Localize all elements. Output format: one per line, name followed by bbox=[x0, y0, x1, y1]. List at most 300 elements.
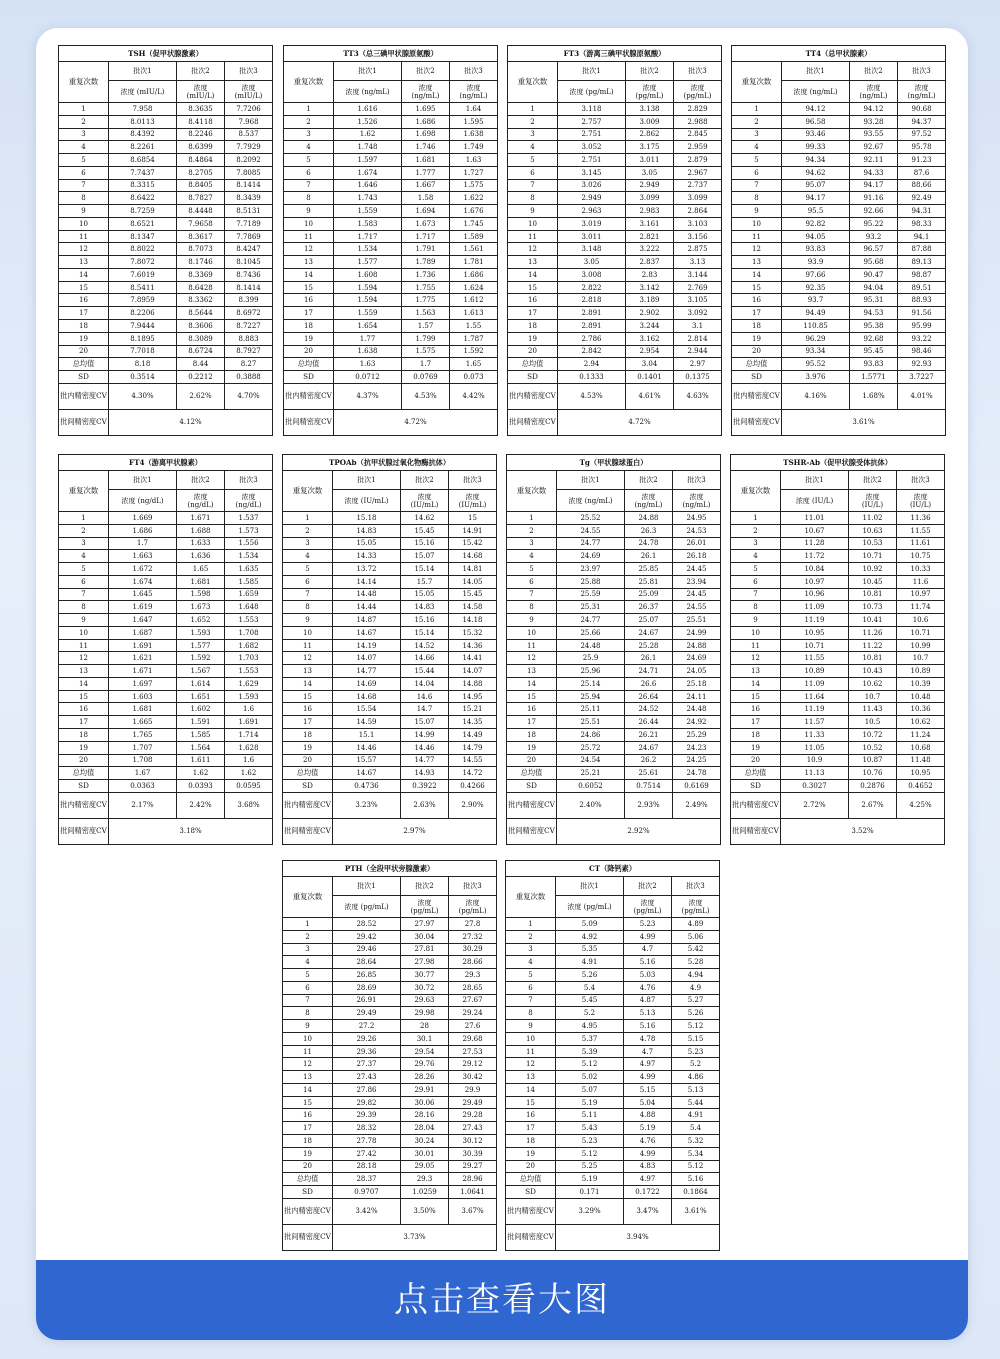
cell-value: 1.646 bbox=[357, 181, 378, 190]
table-row: 2 14.83 15.45 14.91 bbox=[283, 524, 497, 537]
mean-value: 1.67 bbox=[134, 769, 151, 778]
cell-value: 25.51 bbox=[686, 616, 707, 624]
cell-value: 25.18 bbox=[686, 679, 707, 688]
repeat-label: 重复次数 bbox=[293, 77, 324, 86]
cell-value: 10.81 bbox=[862, 654, 883, 663]
cell-value: 8.7259 bbox=[130, 207, 155, 215]
cell-value: 2.751 bbox=[581, 155, 602, 164]
cell-value: 88.66 bbox=[911, 181, 932, 190]
cell-value: 1.553 bbox=[238, 616, 259, 624]
table-row: 3 8.4392 8.2246 8.537 bbox=[59, 128, 273, 141]
cell-value: 3.052 bbox=[581, 143, 602, 152]
cell-value: 1.567 bbox=[190, 667, 211, 676]
unit-label: (pg/mL) bbox=[360, 902, 389, 911]
cell-value: 30.12 bbox=[462, 1136, 483, 1145]
cell-value: 14.33 bbox=[356, 552, 377, 561]
table-row: 11 24.48 25.28 24.88 bbox=[507, 639, 721, 652]
conc-label: 浓度 bbox=[241, 83, 256, 92]
cell-value: 1.585 bbox=[190, 730, 211, 739]
cell-value: 1.694 bbox=[415, 207, 436, 215]
cell-value: 90.47 bbox=[863, 270, 884, 279]
batch-header: 批次1 bbox=[357, 476, 376, 484]
cell-value: 11.05 bbox=[804, 743, 825, 752]
cell-value: 5.2 bbox=[583, 1009, 596, 1018]
table-row: 19 11.05 10.52 10.68 bbox=[731, 741, 945, 754]
cell-value: 2.891 bbox=[581, 321, 602, 330]
cell-value: 7.9444 bbox=[130, 321, 155, 330]
cell-value: 8.537 bbox=[238, 130, 259, 139]
sd-label: SD bbox=[302, 1186, 313, 1196]
table-row: 20 93.34 95.45 98.46 bbox=[732, 345, 946, 358]
cell-value: 10.68 bbox=[910, 743, 931, 752]
cell-value: 29.42 bbox=[356, 932, 377, 941]
cell-value: 1.647 bbox=[132, 616, 153, 624]
cell-value: 28.65 bbox=[462, 983, 483, 992]
cell-value: 28.32 bbox=[356, 1124, 377, 1133]
cell-value: 14.91 bbox=[462, 526, 483, 535]
cell-value: 5.28 bbox=[687, 958, 704, 967]
cell-value: 89.13 bbox=[911, 258, 932, 267]
view-large-image-button[interactable]: 点击查看大图 bbox=[36, 1260, 968, 1340]
cell-value: 1.629 bbox=[238, 679, 259, 688]
batch-header: 批次3 bbox=[464, 67, 483, 75]
cell-value: 11.61 bbox=[910, 539, 931, 548]
table-row: 11 5.39 4.7 5.23 bbox=[506, 1045, 720, 1058]
table-row: 10 1.687 1.593 1.708 bbox=[59, 626, 273, 639]
cell-value: 92.82 bbox=[805, 219, 826, 228]
cell-value: 8.8022 bbox=[130, 245, 155, 254]
cell-value: 14.41 bbox=[462, 654, 483, 663]
cell-value: 92.35 bbox=[805, 283, 826, 292]
table-row: 15 29.82 30.06 29.49 bbox=[283, 1096, 497, 1109]
cell-value: 26.85 bbox=[356, 970, 377, 979]
cell-value: 5.45 bbox=[581, 996, 598, 1005]
cell-value: 3.099 bbox=[687, 194, 708, 203]
table-row: 10 5.37 4.78 5.15 bbox=[506, 1032, 720, 1045]
table-row: 14 27.86 29.91 29.9 bbox=[283, 1083, 497, 1096]
cell-value: 2.829 bbox=[687, 104, 708, 113]
table-row: 9 4.95 5.16 5.12 bbox=[506, 1020, 720, 1033]
table-row: 14 5.07 5.15 5.13 bbox=[506, 1083, 720, 1096]
cell-value: 14.36 bbox=[462, 641, 483, 650]
batch-header: 批次1 bbox=[133, 67, 152, 75]
cell-value: 27.2 bbox=[358, 1022, 375, 1030]
intra-cv-value: 2.62% bbox=[189, 392, 212, 401]
intra-cv-label: 批内精密度CV bbox=[732, 800, 779, 810]
cell-value: 98.46 bbox=[911, 347, 932, 356]
cell-value: 25.28 bbox=[638, 641, 659, 650]
sd-value: 0.9707 bbox=[354, 1187, 379, 1196]
cell-value: 8.3635 bbox=[188, 104, 213, 113]
table-row: 18 1.765 1.585 1.714 bbox=[59, 729, 273, 742]
cell-value: 7.7018 bbox=[130, 347, 155, 356]
cell-value: 1.673 bbox=[190, 603, 211, 612]
cell-value: 5.23 bbox=[639, 919, 656, 928]
cell-value: 5.44 bbox=[687, 1098, 704, 1107]
cell-value: 1.648 bbox=[238, 603, 259, 612]
table-row: 16 7.8959 8.3362 8.399 bbox=[59, 294, 273, 307]
cell-value: 1.777 bbox=[415, 168, 436, 177]
table-row: 8 94.17 91.16 92.49 bbox=[732, 192, 946, 205]
mean-value: 10.95 bbox=[910, 769, 931, 778]
cell-value: 29.49 bbox=[356, 1009, 377, 1018]
table-row: 19 1.707 1.564 1.628 bbox=[59, 741, 273, 754]
cell-value: 11.55 bbox=[910, 526, 931, 535]
cell-value: 2.954 bbox=[639, 347, 660, 356]
cell-value: 4.76 bbox=[639, 1136, 656, 1145]
cell-value: 1.787 bbox=[463, 334, 484, 343]
cell-value: 15 bbox=[468, 513, 477, 522]
cell-value: 7.7869 bbox=[236, 232, 261, 241]
sd-value: 0.3027 bbox=[802, 781, 827, 790]
cell-value: 29.27 bbox=[462, 1162, 483, 1171]
cell-value: 1.654 bbox=[357, 321, 378, 330]
cell-value: 30.04 bbox=[414, 932, 435, 941]
cell-value: 2.864 bbox=[687, 207, 708, 215]
cell-value: 94.53 bbox=[863, 309, 884, 318]
sd-label: SD bbox=[525, 1186, 536, 1196]
cell-value: 4.83 bbox=[639, 1162, 656, 1171]
table-row: 13 5.02 4.99 4.86 bbox=[506, 1071, 720, 1084]
cell-value: 27.32 bbox=[462, 932, 483, 941]
cell-value: 4.9 bbox=[689, 983, 702, 992]
table-row: 12 11.55 10.81 10.7 bbox=[731, 652, 945, 665]
cell-value: 95.45 bbox=[863, 347, 884, 356]
batch-header: 批次2 bbox=[415, 882, 434, 890]
cell-value: 93.2 bbox=[865, 232, 882, 241]
cell-value: 28.16 bbox=[414, 1111, 435, 1120]
cell-value: 1.745 bbox=[463, 219, 484, 228]
sd-value: 0.0363 bbox=[130, 781, 155, 790]
cell-value: 1.799 bbox=[415, 334, 436, 343]
table-row: 4 28.64 27.98 28.66 bbox=[283, 956, 497, 969]
cell-value: 2.967 bbox=[687, 168, 708, 177]
cell-value: 10.62 bbox=[910, 718, 931, 727]
inter-cv-value: 2.92% bbox=[627, 827, 650, 836]
repeat-label: 重复次数 bbox=[515, 892, 546, 901]
table-row: 14 25.14 26.6 25.18 bbox=[507, 677, 721, 690]
cell-value: 26.21 bbox=[638, 730, 659, 739]
sd-label: SD bbox=[526, 780, 537, 790]
table-row: 10 3.019 3.161 3.103 bbox=[508, 217, 722, 230]
table-row: 17 28.32 28.04 27.43 bbox=[283, 1122, 497, 1135]
cell-value: 1.628 bbox=[238, 743, 259, 752]
cell-value: 27.37 bbox=[356, 1060, 377, 1069]
table-row: 13 10.89 10.43 10.89 bbox=[731, 665, 945, 678]
mean-value: 28.37 bbox=[356, 1175, 377, 1184]
cell-value: 1.688 bbox=[190, 526, 211, 535]
cell-value: 94.31 bbox=[911, 207, 932, 215]
mean-value: 14.72 bbox=[462, 769, 483, 778]
cell-value: 27.78 bbox=[356, 1136, 377, 1145]
mean-value: 5.16 bbox=[687, 1175, 704, 1184]
sd-value: 0.7514 bbox=[636, 781, 661, 790]
cell-value: 10.45 bbox=[862, 577, 883, 586]
table-row: 14 1.697 1.614 1.629 bbox=[59, 677, 273, 690]
table-row: 17 25.51 26.44 24.92 bbox=[507, 716, 721, 729]
cell-value: 14.55 bbox=[462, 756, 483, 765]
cell-value: 5.27 bbox=[687, 996, 704, 1005]
cell-value: 94.12 bbox=[805, 104, 826, 113]
cell-value: 1.645 bbox=[132, 590, 153, 599]
cell-value: 8.0113 bbox=[130, 117, 155, 126]
intra-cv-value: 2.90% bbox=[461, 801, 484, 810]
cell-value: 11.64 bbox=[804, 692, 825, 701]
cell-value: 24.05 bbox=[686, 667, 707, 676]
unit-label: (pg/mL) bbox=[635, 91, 664, 100]
cell-value: 8.6428 bbox=[188, 283, 213, 292]
batch-header: 批次1 bbox=[133, 476, 152, 484]
table-row: 20 2.842 2.954 2.944 bbox=[508, 345, 722, 358]
conc-label: 浓度 bbox=[567, 902, 582, 911]
cell-value: 5.11 bbox=[581, 1111, 598, 1120]
cell-value: 8.1045 bbox=[236, 258, 261, 267]
cell-value: 1.638 bbox=[463, 130, 484, 139]
cell-value: 94.49 bbox=[805, 309, 826, 318]
cell-value: 95.07 bbox=[805, 181, 826, 190]
cell-value: 24.52 bbox=[638, 705, 659, 714]
cell-value: 96.57 bbox=[863, 245, 884, 254]
table-row: 12 1.534 1.791 1.561 bbox=[284, 243, 498, 256]
cell-value: 14.68 bbox=[356, 692, 377, 701]
cell-value: 8.2246 bbox=[188, 130, 213, 139]
cell-value: 1.672 bbox=[132, 564, 153, 573]
intra-cv-value: 2.49% bbox=[685, 801, 708, 810]
cell-value: 93.34 bbox=[805, 347, 826, 356]
table-row: 13 7.8072 8.1746 8.1045 bbox=[59, 256, 273, 269]
cell-value: 14.88 bbox=[462, 679, 483, 688]
cell-value: 10.53 bbox=[862, 539, 883, 548]
mean-value: 8.44 bbox=[192, 360, 209, 369]
table-row: 14 14.69 14.04 14.88 bbox=[283, 677, 497, 690]
cell-value: 93.22 bbox=[911, 334, 932, 343]
cell-value: 95.78 bbox=[911, 143, 932, 152]
table-row: 4 11.72 10.71 10.75 bbox=[731, 550, 945, 563]
cell-value: 95.31 bbox=[863, 296, 884, 305]
mean-value: 29.3 bbox=[416, 1175, 433, 1184]
table-row: 2 2.757 3.009 2.988 bbox=[508, 115, 722, 128]
intra-cv-label: 批内精密度CV bbox=[285, 391, 332, 401]
cell-value: 15.44 bbox=[414, 667, 435, 676]
cell-value: 2.862 bbox=[639, 130, 660, 139]
cell-value: 1.577 bbox=[357, 258, 378, 267]
cell-value: 15.42 bbox=[462, 539, 483, 548]
cell-value: 11.26 bbox=[862, 628, 883, 637]
mean-label: 总均值 bbox=[519, 1174, 542, 1184]
cell-value: 24.11 bbox=[686, 692, 707, 701]
cell-value: 1.603 bbox=[132, 692, 153, 701]
cell-value: 29.12 bbox=[462, 1060, 483, 1069]
table-row: 11 1.691 1.577 1.682 bbox=[59, 639, 273, 652]
batch-header: 批次1 bbox=[357, 882, 376, 890]
table-row: 19 1.77 1.799 1.787 bbox=[284, 332, 498, 345]
sd-value: 0.1722 bbox=[635, 1187, 660, 1196]
table-row: 3 11.28 10.53 11.61 bbox=[731, 537, 945, 550]
mean-value: 8.27 bbox=[240, 360, 257, 369]
cell-value: 1.6 bbox=[242, 756, 255, 765]
table-row: 4 1.663 1.636 1.534 bbox=[59, 550, 273, 563]
repeat-label: 重复次数 bbox=[292, 892, 323, 901]
table-row: 6 7.7437 8.2705 7.8085 bbox=[59, 166, 273, 179]
table-row: 7 10.96 10.81 10.97 bbox=[731, 588, 945, 601]
cell-value: 14.95 bbox=[462, 692, 483, 701]
table-row: 1 25.52 24.88 24.95 bbox=[507, 512, 721, 525]
table-row: 9 8.7259 8.4448 8.5131 bbox=[59, 205, 273, 218]
cell-value: 29.63 bbox=[414, 996, 435, 1005]
cell-value: 26.18 bbox=[686, 552, 707, 561]
cell-value: 8.3606 bbox=[188, 321, 213, 330]
batch-header: 批次2 bbox=[638, 882, 657, 890]
cell-value: 30.24 bbox=[414, 1136, 435, 1145]
conc-label: 浓度 bbox=[121, 496, 136, 505]
table-row: 5 1.597 1.681 1.63 bbox=[284, 154, 498, 167]
cell-value: 8.7436 bbox=[236, 270, 261, 279]
table-row: 5 2.751 3.011 2.879 bbox=[508, 154, 722, 167]
intra-cv-label: 批内精密度CV bbox=[507, 1206, 554, 1216]
table-row: 4 99.33 92.67 95.78 bbox=[732, 141, 946, 154]
mean-value: 11.13 bbox=[804, 769, 825, 778]
cell-value: 5.19 bbox=[581, 1098, 598, 1107]
cell-value: 11.02 bbox=[862, 513, 883, 522]
table-row: 18 27.78 30.24 30.12 bbox=[283, 1135, 497, 1148]
cell-value: 1.561 bbox=[463, 245, 484, 254]
cell-value: 3.009 bbox=[639, 117, 660, 126]
table-row: 19 96.29 92.68 93.22 bbox=[732, 332, 946, 345]
intra-cv-value: 4.70% bbox=[237, 392, 260, 401]
intra-cv-value: 4.53% bbox=[580, 392, 603, 401]
intra-cv-value: 3.61% bbox=[684, 1207, 707, 1216]
precision-table bbox=[505, 860, 720, 1251]
intra-cv-value: 2.40% bbox=[579, 801, 602, 810]
table-row: 6 25.88 25.81 23.94 bbox=[507, 575, 721, 588]
precision-table bbox=[58, 45, 273, 436]
cell-value: 3.103 bbox=[687, 219, 708, 228]
cell-value: 27.86 bbox=[356, 1085, 377, 1094]
sd-label: SD bbox=[750, 780, 761, 790]
table-row: 9 27.2 28 27.6 bbox=[283, 1020, 497, 1033]
cell-value: 10.41 bbox=[862, 616, 883, 624]
cell-value: 5.04 bbox=[639, 1098, 656, 1107]
unit-label: (ng/mL) bbox=[682, 500, 711, 509]
cell-value: 1.577 bbox=[190, 641, 211, 650]
cell-value: 1.591 bbox=[190, 718, 211, 727]
table-row: 15 92.35 94.04 89.51 bbox=[732, 281, 946, 294]
batch-header: 批次2 bbox=[191, 476, 210, 484]
cell-value: 2.845 bbox=[687, 130, 708, 139]
batch-header: 批次3 bbox=[463, 882, 482, 890]
table-row: 20 1.708 1.611 1.6 bbox=[59, 754, 273, 767]
cell-value: 4.87 bbox=[639, 996, 656, 1005]
sd-value: 1.0641 bbox=[460, 1187, 485, 1196]
cell-value: 27.67 bbox=[462, 996, 483, 1005]
cell-value: 29.98 bbox=[414, 1009, 435, 1018]
table-row: 18 5.23 4.76 5.32 bbox=[506, 1135, 720, 1148]
batch-header: 批次3 bbox=[463, 476, 482, 484]
cell-value: 4.94 bbox=[687, 970, 704, 979]
conc-label: 浓度 bbox=[569, 87, 584, 96]
cell-value: 1.563 bbox=[415, 309, 436, 318]
cell-value: 11.74 bbox=[910, 603, 931, 612]
table-row: 4 8.2261 8.6399 7.7929 bbox=[59, 141, 273, 154]
cell-value: 110.85 bbox=[803, 321, 828, 330]
unit-label: (mIU/L) bbox=[186, 91, 215, 100]
table-row: 19 14.46 14.46 14.79 bbox=[283, 741, 497, 754]
intra-cv-value: 4.37% bbox=[356, 392, 379, 401]
intra-cv-value: 2.63% bbox=[413, 801, 436, 810]
cell-value: 1.765 bbox=[132, 730, 153, 739]
cell-value: 24.92 bbox=[686, 718, 707, 727]
table-row: 11 10.71 11.22 10.99 bbox=[731, 639, 945, 652]
inter-cv-label: 批间精密度CV bbox=[509, 417, 556, 427]
cell-value: 8.3369 bbox=[188, 270, 213, 279]
inter-cv-value: 3.52% bbox=[851, 827, 874, 836]
cell-value: 25.52 bbox=[580, 513, 601, 522]
cell-value: 2.949 bbox=[639, 181, 660, 190]
cell-value: 15.18 bbox=[356, 513, 377, 522]
cell-value: 8.2092 bbox=[236, 155, 261, 164]
cell-value: 11.36 bbox=[910, 513, 931, 522]
intra-cv-value: 4.63% bbox=[686, 392, 709, 401]
cell-value: 5.12 bbox=[687, 1162, 704, 1171]
precision-table bbox=[506, 454, 721, 845]
intra-cv-label: 批内精密度CV bbox=[733, 391, 780, 401]
mean-value: 14.67 bbox=[356, 769, 377, 778]
table-row: 8 14.44 14.83 14.58 bbox=[283, 601, 497, 614]
cell-value: 94.33 bbox=[863, 168, 884, 177]
cell-value: 94.12 bbox=[863, 104, 884, 113]
table-row: 5 1.672 1.65 1.635 bbox=[59, 563, 273, 576]
table-row: 17 94.49 94.53 91.56 bbox=[732, 307, 946, 320]
table-row: 16 2.818 3.189 3.105 bbox=[508, 294, 722, 307]
cell-value: 1.534 bbox=[238, 552, 259, 561]
cell-value: 10.92 bbox=[862, 564, 883, 573]
cell-value: 8.4864 bbox=[188, 155, 213, 164]
mean-value: 2.94 bbox=[583, 360, 600, 369]
cell-value: 1.707 bbox=[132, 743, 153, 752]
cell-value: 8.883 bbox=[238, 334, 259, 343]
cell-value: 28.26 bbox=[414, 1073, 435, 1082]
cell-value: 93.83 bbox=[805, 245, 826, 254]
sd-label: SD bbox=[751, 371, 762, 381]
cell-value: 1.595 bbox=[463, 117, 484, 126]
table-row: 3 15.05 15.16 15.42 bbox=[283, 537, 497, 550]
cell-value: 10.7 bbox=[864, 692, 881, 701]
batch-header: 批次1 bbox=[805, 476, 824, 484]
sd-value: 0.6169 bbox=[684, 781, 709, 790]
cell-value: 14.79 bbox=[462, 743, 483, 752]
cell-value: 5.07 bbox=[581, 1085, 598, 1094]
table-row: 5 26.85 30.77 29.3 bbox=[283, 969, 497, 982]
cell-value: 1.7 bbox=[136, 539, 149, 548]
table-row: 8 1.743 1.58 1.622 bbox=[284, 192, 498, 205]
cell-value: 26.91 bbox=[356, 996, 377, 1005]
mean-value: 93.83 bbox=[863, 360, 884, 369]
table-row: 20 10.9 10.87 11.48 bbox=[731, 754, 945, 767]
cell-value: 1.55 bbox=[465, 321, 482, 330]
cell-value: 10.96 bbox=[804, 590, 825, 599]
table-row: 13 14.77 15.44 14.07 bbox=[283, 665, 497, 678]
cell-value: 5.35 bbox=[581, 945, 598, 954]
batch-header: 批次3 bbox=[239, 476, 258, 484]
batch-header: 批次2 bbox=[640, 67, 659, 75]
cell-value: 1.727 bbox=[463, 168, 484, 177]
table-row: 13 93.9 95.68 89.13 bbox=[732, 256, 946, 269]
cell-value: 24.88 bbox=[686, 641, 707, 650]
cell-value: 89.51 bbox=[911, 283, 932, 292]
cell-value: 29.76 bbox=[414, 1060, 435, 1069]
cell-value: 25.51 bbox=[580, 718, 601, 727]
cell-value: 15.16 bbox=[414, 539, 435, 548]
